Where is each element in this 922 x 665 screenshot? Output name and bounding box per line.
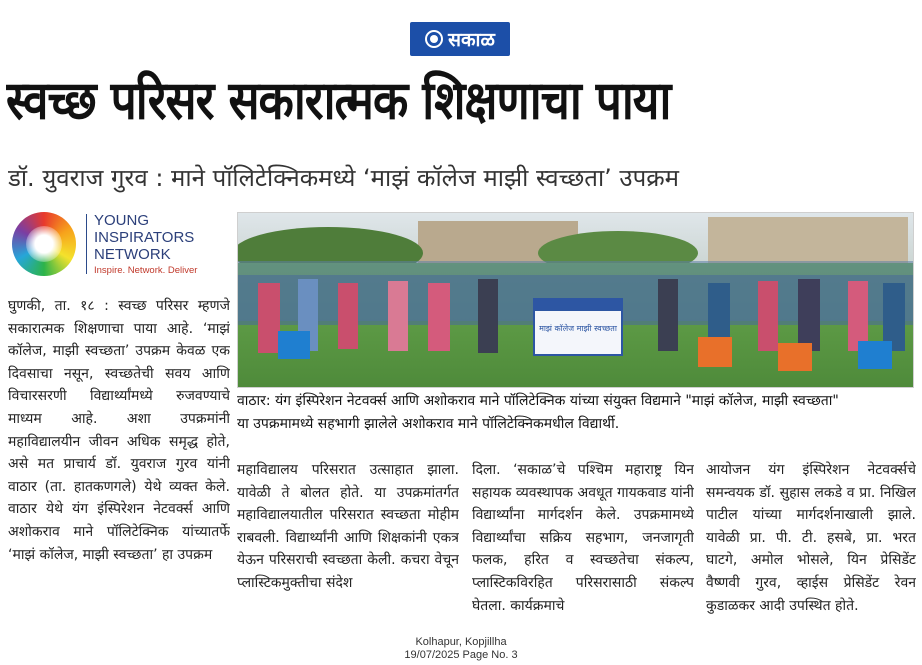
event-photo-illustration: [238, 213, 914, 388]
article-column-2: महाविद्यालय परिसरात उत्साहात झाला. यावेळी ते बोलत होते. या उपक्रमांतर्गत महाविद्यालयातील परिसरात स्वच्छता मोहीम राबवली. विद्यार्थ्यांनी आणि शिक्षकांनी एकत्र येऊन परिसराची स्वच्छता केली. कचरा वेचून प्लास्टिकमुक्तीचा संदेश: [237, 462, 459, 591]
campaign-banner-header: [534, 299, 622, 311]
masthead-logo-icon: [425, 30, 443, 48]
globe-logo-icon: [12, 212, 76, 276]
orange-bucket-right: [778, 343, 812, 371]
footer-date-page: 19/07/2025 Page No. 3: [404, 649, 518, 661]
article-column-3: दिला. ‘सकाळ’चे पश्चिम महाराष्ट्र यिन सहायक व्यवस्थापक अवधूत गायकवाड यांनी विद्यार्थ्यांना मार्गदर्शन केले. उपक्रमामध्ये विद्यार्थ्यांचा सक्रिय सहभाग, जनजागृती फलक, हरित व स्वच्छतेचा संकल्प, प्लास्टिकविरहित परिसरासाठी संकल्प घेतला. कार्यक्रमाचे: [472, 462, 694, 614]
footer-edition: Kolhapur, Kopjillha: [415, 636, 507, 648]
sponsor-name-line2: INSPIRATORS: [94, 229, 195, 246]
sponsor-logo: [8, 210, 230, 282]
photo-caption-line1: वाठार: यंग इंस्पिरेशन नेटवर्क्स आणि अशोकराव माने पॉलिटेक्निक यांच्या संयुक्त विद्यमाने "माझं कॉलेज, माझी स्वच्छता": [237, 393, 839, 409]
sponsor-tagline: Inspire. Network. Deliver: [94, 265, 198, 276]
building-right: [708, 217, 908, 263]
photo-caption-line2: या उपक्रमामध्ये सहभागी झालेले अशोकराव माने पॉलिटेक्निकमधील विद्यार्थी.: [237, 416, 620, 432]
article-column-1: घुणकी, ता. १८ : स्वच्छ परिसर म्हणजे सकारात्मक शिक्षणाचा पाया आहे. ‘माझं कॉलेज, माझी स्वच्छता’ उपक्रम केवळ एक दिवसाचा नसून, स्वच्छतेची सवय आणि विचारसरणी विद्यार्थ्यांमध्ये रुजवण्याचे माध्यम आहे. अशा उपक्रमांनी महाविद्यालयीन जीवन अधिक समृद्ध होते, असे मत प्राचार्य डॉ. युवराज गुरव यांनी वाठार (ता. हातकणगले) येथे व्यक्त केले. वाठार येथे यंग इंस्पिरेशन नेटवर्क्स आणि अशोकराव माने पॉलिटेक्निक यांच्यातर्फे ‘माझं कॉलेज, माझी स्वच्छता’ हा उपक्रम: [8, 298, 230, 563]
sponsor-name-line3: NETWORK: [94, 246, 171, 263]
blue-bucket-right: [858, 341, 892, 369]
sponsor-name-line1: YOUNG: [94, 212, 150, 229]
subheadline: डॉ. युवराज गुरव : माने पॉलिटेक्निकमध्ये ‘माझं कॉलेज माझी स्वच्छता’ उपक्रम: [8, 164, 679, 192]
sponsor-name: [94, 212, 230, 263]
campaign-banner-text: माझं कॉलेज माझी स्वच्छता: [539, 324, 617, 333]
photo-caption: [237, 390, 917, 436]
orange-bucket: [698, 337, 732, 367]
headline: स्वच्छ परिसर सकारात्मक शिक्षणाचा पाया: [6, 68, 671, 132]
masthead-name: सकाळ: [448, 29, 495, 51]
newspaper-masthead: [410, 22, 510, 56]
event-photo: [237, 212, 914, 388]
logo-divider: [86, 214, 87, 274]
blue-bucket-left: [278, 331, 310, 359]
article-column-4: आयोजन यंग इंस्पिरेशन नेटवर्क्सचे समन्वयक डॉ. सुहास लकडे व प्रा. निखिल पाटील यांच्या मार्गदर्शनाखाली झाले. यावेळी प्रा. पी. टी. हसबे, प्रा. भरत घाटगे, अमोल भोसले, यिन प्रेसिडेंट वैष्णवी गुरव, व्हाईस प्रेसिडेंट रेवन कुडाळकर आदी उपस्थित होते.: [706, 462, 916, 614]
